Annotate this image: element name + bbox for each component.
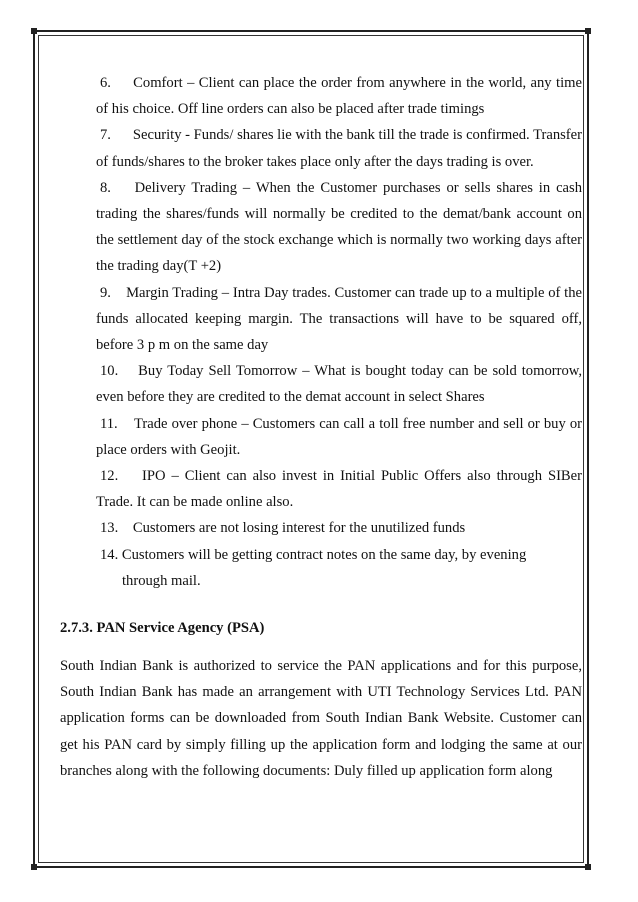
list-item-text: IPO – Client can also invest in Initial Public Offers also through SIBer Trade. It can be made online also. (96, 468, 582, 511)
list-item-text: Margin Trading – Intra Day trades. Customer can trade up to a multiple of the funds allocated keeping margin. The transactions will have to be squared off, before 3 p m on the same day (96, 284, 582, 354)
list-item-text: Buy Today Sell Tomorrow – What is bought today can be sold tomorrow, even before they are credited to the demat account in select Shares (96, 363, 583, 406)
list-item-number: 12. (100, 468, 119, 485)
list-item-number: 10. (100, 363, 119, 380)
list-item-text: Customers are not losing interest for the unutilized funds (132, 520, 466, 537)
list-item-number: 13. (100, 520, 119, 537)
list-item (96, 542, 582, 594)
list-item (96, 358, 582, 410)
list-item (96, 411, 582, 463)
list-item (96, 515, 582, 541)
list-item-text: Customers will be getting contract notes on the same day, by evening (121, 546, 527, 563)
list-item (96, 280, 582, 359)
list-item-number: 6. (100, 75, 111, 91)
list-item-text: Comfort – Client can place the order from anywhere in the world, any time of his choice. Off line orders can also be placed after trade timings (96, 75, 582, 118)
border-corner-top-right (585, 28, 591, 34)
list-item-text-continued: through mail. (122, 572, 201, 589)
list-item-number: 7. (100, 127, 111, 144)
list-item-number: 9. (100, 284, 111, 301)
list-item-text: Trade over phone – Customers can call a toll free number and sell or buy or place orders with Geojit. (96, 415, 582, 458)
list-item (96, 175, 582, 280)
page-content (60, 70, 583, 779)
section-paragraph: South Indian Bank is authorized to service the PAN applications and for this purpose, South Indian Bank has made an arrangement with UTI Technology Services Ltd. PAN application forms can be downloaded from South Indian Bank Website. Customer can get his PAN card by simply filling up the application form and lodging the same at our branches along with the following documents: Duly filled up application form along (60, 658, 582, 779)
feature-list (96, 70, 582, 594)
list-item-text: Delivery Trading – When the Customer purchases or sells shares in cash trading the shares/funds will normally be credited to the demat/bank account on the settlement day of the stock exchange which is normally two working days after the trading day(T +2) (96, 179, 582, 275)
border-corner-bottom-left (31, 864, 37, 870)
section-heading: 2.7.3. PAN Service Agency (PSA) (60, 620, 265, 636)
border-corner-bottom-right (585, 864, 591, 870)
border-corner-top-left (31, 28, 37, 34)
list-item (96, 122, 582, 174)
list-item-text: Security - Funds/ shares lie with the bank till the trade is confirmed. Transfer of funds/shares to the broker takes place only after the days trading is over. (96, 127, 582, 170)
list-item (96, 463, 582, 515)
list-item (96, 70, 582, 122)
list-item-number: 8. (100, 179, 111, 196)
list-item-number: 11. (100, 415, 118, 432)
list-item-number: 14. (100, 546, 119, 563)
